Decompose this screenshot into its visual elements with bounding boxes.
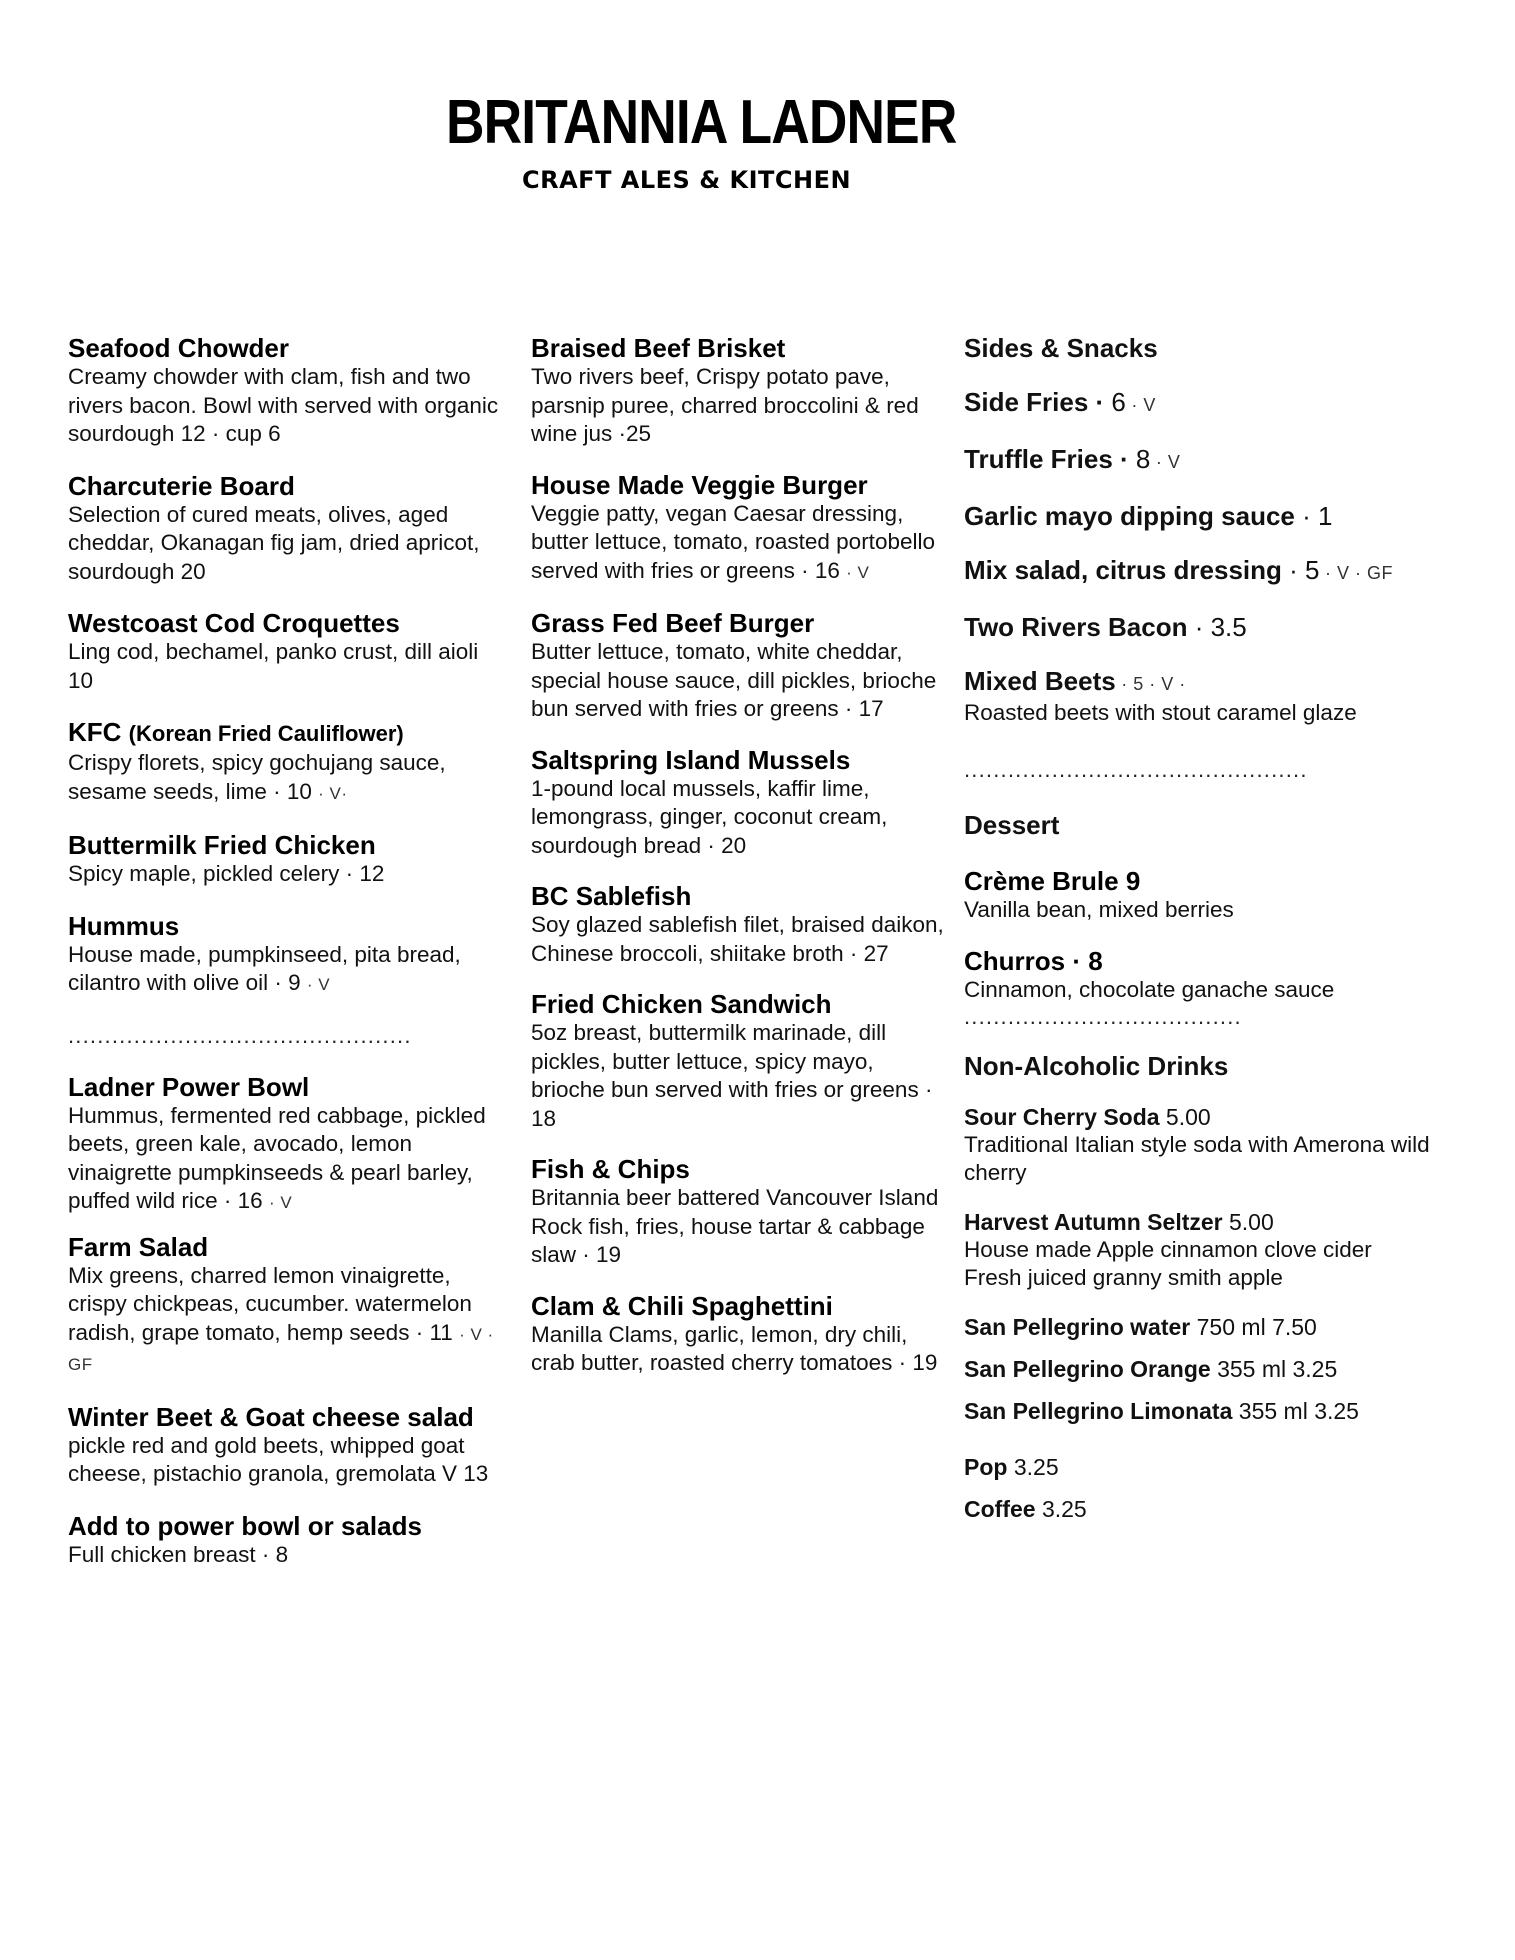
item-name: Crème Brule 9 [964, 865, 1141, 896]
side-name: Two Rivers Bacon [964, 612, 1188, 642]
item-description-text: Crispy florets, spicy gochujang sauce, sesame seeds, lime · 10 [68, 750, 446, 804]
drink-name-text: Coffee [964, 1495, 1036, 1522]
drink-price: 355 ml 3.25 [1210, 1355, 1338, 1382]
item-name: Seafood Chowder [68, 333, 290, 363]
restaurant-name: BRITANNIA LADNER [446, 88, 957, 157]
item-name-main: KFC [68, 717, 122, 747]
dietary-tag: · V [846, 562, 870, 582]
menu-item [68, 830, 508, 889]
item-description: Ling cod, bechamel, panko crust, dill aioli 10 [68, 639, 479, 693]
section-title-drinks: Non-Alcoholic Drinks [964, 1050, 1229, 1081]
item-name: Fish & Chips [531, 1154, 690, 1184]
drink-price: 5.00 [1222, 1208, 1274, 1235]
dietary-tag: · V [306, 975, 331, 994]
item-name: Ladner Power Bowl [68, 1071, 310, 1102]
drink-item [964, 1495, 1434, 1523]
item-name: Churros · 8 [964, 946, 1103, 976]
menu-column-left [68, 333, 508, 1569]
menu-item [68, 1511, 508, 1570]
item-name: BC Sablefish [531, 881, 692, 911]
menu-item [68, 1232, 508, 1380]
drink-item [964, 1313, 1434, 1341]
side-name: Garlic mayo dipping sauce [964, 501, 1295, 531]
dietary-tag: · V [1125, 395, 1156, 415]
item-description: Two rivers beef, Crispy potato pave, parsnip puree, charred broccolini & red wine jus ·25 [531, 364, 919, 446]
menu-item [964, 946, 1434, 1005]
item-description [531, 500, 951, 588]
item-name-extra: (Korean Fried Cauliflower) [128, 721, 404, 746]
dotted-divider: ............................................... [68, 1023, 412, 1048]
dietary-tag: · V · GF [1319, 563, 1393, 583]
item-description: Full chicken breast · 8 [68, 1541, 289, 1567]
item-description: Creamy chowder with clam, fish and two rivers bacon. Bowl with served with organic sourdough 12 · cup 6 [68, 364, 499, 446]
item-name: Charcuterie Board [68, 470, 295, 501]
item-description: Spicy maple, pickled celery · 12 [68, 861, 385, 886]
item-description: pickle red and gold beets, whipped goat cheese, pistachio granola, gremolata V 13 [68, 1432, 489, 1486]
menu-item [531, 989, 951, 1133]
drink-item [964, 1355, 1434, 1383]
drink-description: Fresh juiced granny smith apple [964, 1265, 1283, 1290]
drink-item [964, 1397, 1434, 1425]
item-description-text: House made, pumpkinseed, pita bread, cilantro with olive oil · 9 [68, 941, 461, 995]
item-name: Add to power bowl or salads [68, 1510, 422, 1541]
drink-name-text: Harvest Autumn Seltzer [964, 1208, 1223, 1235]
dietary-tag: · V· [318, 783, 348, 803]
drink-item [964, 1208, 1434, 1293]
item-name: Farm Salad [68, 1231, 209, 1262]
section-title-dessert: Dessert [964, 809, 1060, 840]
side-item [964, 501, 1434, 531]
side-price: · 1 [1294, 501, 1333, 531]
side-item [964, 555, 1434, 588]
menu-item [964, 866, 1434, 925]
item-name: Braised Beef Brisket [531, 333, 786, 363]
side-price: · 5 [1281, 555, 1320, 585]
item-name: Fried Chicken Sandwich [531, 989, 832, 1019]
item-description [68, 749, 508, 808]
side-item [964, 387, 1434, 420]
menu-item [68, 911, 508, 1000]
drink-name [964, 1103, 1434, 1131]
dietary-tag: · 5 · V · [1115, 674, 1186, 694]
menu-item [531, 470, 951, 588]
section-title-sides: Sides & Snacks [964, 333, 1158, 363]
dietary-tag: · V · GF [68, 1324, 494, 1374]
drink-item [964, 1103, 1434, 1188]
item-description [68, 941, 508, 1000]
drink-price: 3.25 [1007, 1453, 1059, 1480]
drink-name-text: San Pellegrino Orange [964, 1355, 1211, 1382]
menu-item [531, 1291, 951, 1378]
dietary-tag: · V [268, 1193, 293, 1212]
item-description-text: Veggie patty, vegan Caesar dressing, butter lettuce, tomato, roasted portobello served with fries or greens · 16 [531, 500, 935, 583]
item-description: Britannia beer battered Vancouver Island Rock fish, fries, house tartar & cabbage slaw · 19 [531, 1185, 939, 1267]
side-name: Truffle Fries · [964, 444, 1129, 474]
dotted-divider: ............................................... [964, 757, 1308, 782]
item-name: Winter Beet & Goat cheese salad [68, 1401, 474, 1432]
menu-item [531, 881, 951, 968]
side-name: Mix salad, citrus dressing [964, 555, 1282, 585]
menu-item [531, 608, 951, 724]
side-name: Mixed Beets [964, 666, 1116, 696]
side-price: · 3.5 [1187, 612, 1247, 642]
item-description: 5oz breast, buttermilk marinade, dill pickles, butter lettuce, spicy mayo, brioche bun served with fries or greens · 18 [531, 1020, 933, 1131]
item-description [68, 1102, 508, 1218]
drink-name-text: San Pellegrino water [964, 1313, 1191, 1340]
item-name: Westcoast Cod Croquettes [68, 608, 400, 638]
drink-name-text: Sour Cherry Soda [964, 1103, 1160, 1130]
menu-item [68, 333, 508, 449]
menu-item [531, 745, 951, 861]
side-price: 6 [1104, 387, 1126, 417]
item-name: Saltspring Island Mussels [531, 744, 851, 775]
menu-item [68, 1402, 508, 1489]
side-price: 8 [1128, 444, 1151, 474]
item-description-text: Hummus, fermented red cabbage, pickled beets, green kale, avocado, lemon vinaigrette pumpkinseeds & pearl barley, puffed wild rice · 16 [68, 1102, 486, 1213]
restaurant-tagline: CRAFT ALES & KITCHEN [522, 166, 852, 194]
side-item [964, 444, 1434, 477]
drink-name [964, 1208, 1434, 1236]
item-description: 1-pound local mussels, kaffir lime, lemongrass, ginger, coconut cream, sourdough bread · 20 [531, 775, 888, 858]
menu-item [68, 1072, 508, 1218]
item-description: Manilla Clams, garlic, lemon, dry chili, crab butter, roasted cherry tomatoes · 19 [531, 1321, 938, 1375]
drink-name-text: San Pellegrino Limonata [964, 1397, 1233, 1424]
item-name: Buttermilk Fried Chicken [68, 830, 376, 860]
drink-price: 355 ml 3.25 [1232, 1397, 1359, 1424]
item-description: Selection of cured meats, olives, aged cheddar, Okanagan fig jam, dried apricot, sourdough 20 [68, 501, 480, 584]
drink-name-text: Pop [964, 1453, 1008, 1480]
drink-price: 3.25 [1035, 1495, 1087, 1522]
menu-item [531, 1154, 951, 1270]
drink-description: Traditional Italian style soda with Amerona wild cherry [964, 1131, 1430, 1185]
drink-item [964, 1453, 1434, 1481]
side-item [964, 612, 1434, 642]
menu-column-middle [531, 333, 951, 1378]
item-description: Cinnamon, chocolate ganache sauce [964, 977, 1335, 1002]
item-description: Butter lettuce, tomato, white cheddar, special house sauce, dill pickles, brioche bun served with fries or greens · 17 [531, 639, 937, 721]
item-description-text: Mix greens, charred lemon vinaigrette, crispy chickpeas, cucumber. watermelon radish, grape tomato, hemp seeds · 11 [68, 1262, 472, 1345]
item-name: Clam & Chili Spaghettini [531, 1290, 833, 1321]
dietary-tag: · V [1150, 452, 1181, 472]
item-description: Soy glazed sablefish filet, braised daikon, Chinese broccoli, shiitake broth · 27 [531, 912, 944, 966]
drink-price: 750 ml 7.50 [1190, 1313, 1317, 1340]
item-description: Vanilla bean, mixed berries [964, 896, 1234, 922]
item-name: Grass Fed Beef Burger [531, 608, 815, 638]
menu-item [68, 717, 508, 808]
drink-description: House made Apple cinnamon clove cider [964, 1236, 1372, 1262]
drink-price: 5.00 [1159, 1103, 1211, 1130]
item-name: Hummus [68, 910, 180, 941]
side-item [964, 666, 1434, 699]
item-name [68, 717, 508, 749]
menu-item [68, 608, 508, 695]
item-name: House Made Veggie Burger [531, 469, 868, 500]
side-name: Side Fries · [964, 387, 1105, 417]
menu-item [68, 471, 508, 587]
dotted-divider: ...................................... [964, 1004, 1242, 1029]
menu-column-right [964, 333, 1434, 1523]
item-description: Roasted beets with stout caramel glaze [964, 700, 1357, 725]
item-description [68, 1262, 508, 1380]
menu-item [531, 333, 951, 449]
